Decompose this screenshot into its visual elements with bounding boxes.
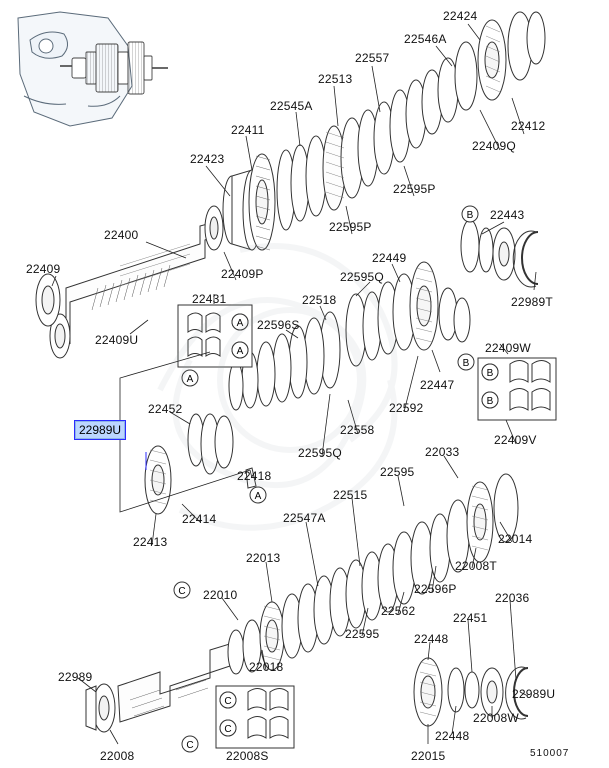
part-label-22013: 22013 — [246, 551, 281, 565]
part-label-22015: 22015 — [411, 749, 446, 763]
part-label-22518: 22518 — [302, 293, 337, 307]
svg-text:B: B — [486, 396, 494, 407]
svg-text:C: C — [224, 696, 232, 707]
svg-text:C: C — [178, 586, 186, 597]
part-label-22418: 22418 — [237, 469, 272, 483]
part-label-22513: 22513 — [318, 72, 353, 86]
svg-text:B: B — [466, 210, 474, 221]
part-label-22424: 22424 — [443, 9, 478, 23]
svg-text:C: C — [186, 740, 194, 751]
part-label-22423: 22423 — [190, 152, 225, 166]
part-label-22547A: 22547A — [283, 511, 326, 525]
highlighted-part-22989U[interactable]: 22989U — [74, 420, 126, 440]
part-label-22451: 22451 — [453, 611, 488, 625]
part-label-22558: 22558 — [340, 423, 375, 437]
part-label-22448-upper: 22448 — [414, 632, 449, 646]
part-label-22409P: 22409P — [221, 267, 264, 281]
part-label-22595P-lower: 22595P — [329, 220, 372, 234]
part-label-22008: 22008 — [100, 749, 135, 763]
part-label-22449: 22449 — [372, 251, 407, 265]
part-label-22595-low: 22595 — [345, 627, 380, 641]
svg-text:B: B — [486, 368, 494, 379]
svg-text:A: A — [186, 374, 194, 385]
part-label-22989: 22989 — [58, 670, 93, 684]
part-label-22400: 22400 — [104, 228, 139, 242]
part-label-22008T: 22008T — [455, 559, 497, 573]
svg-text:A: A — [236, 318, 244, 329]
part-label-22010: 22010 — [203, 588, 238, 602]
svg-text:A: A — [254, 491, 262, 502]
part-label-22595-mid: 22595 — [380, 465, 415, 479]
part-label-22447: 22447 — [420, 378, 455, 392]
part-label-22989T: 22989T — [511, 295, 553, 309]
part-label-22409W: 22409W — [485, 341, 531, 355]
part-label-22033: 22033 — [425, 445, 460, 459]
part-label-22989U-lower: 22989U — [512, 687, 556, 701]
part-label-22014: 22014 — [498, 532, 533, 546]
drawing-code: 510007 — [530, 748, 570, 759]
part-label-22036: 22036 — [495, 591, 530, 605]
part-label-22409: 22409 — [26, 262, 61, 276]
part-label-22596S: 22596S — [257, 318, 300, 332]
part-label-22592: 22592 — [389, 401, 424, 415]
part-label-22414: 22414 — [182, 512, 217, 526]
part-label-22546A: 22546A — [404, 32, 447, 46]
part-label-22545A: 22545A — [270, 99, 313, 113]
part-label-22409U: 22409U — [95, 333, 139, 347]
part-label-22443: 22443 — [490, 208, 525, 222]
part-label-22515: 22515 — [333, 488, 368, 502]
part-label-22413: 22413 — [133, 535, 168, 549]
part-label-22409V: 22409V — [494, 433, 537, 447]
part-label-22409Q: 22409Q — [472, 139, 516, 153]
part-label-22018: 22018 — [249, 660, 284, 674]
part-label-22557: 22557 — [355, 51, 390, 65]
part-label-22008W: 22008W — [473, 711, 519, 725]
part-label-22448-lower: 22448 — [435, 729, 470, 743]
part-label-22452: 22452 — [148, 402, 183, 416]
svg-text:C: C — [224, 724, 232, 735]
part-label-22596P: 22596P — [414, 582, 457, 596]
part-label-22431: 22431 — [192, 292, 227, 306]
svg-text:B: B — [462, 358, 470, 369]
part-label-22595Q-lower: 22595Q — [298, 446, 342, 460]
part-label-22595P-upper: 22595P — [393, 182, 436, 196]
part-label-22008S: 22008S — [226, 749, 269, 763]
part-label-22411: 22411 — [231, 123, 265, 137]
svg-text:A: A — [236, 346, 244, 357]
part-label-22562: 22562 — [381, 604, 416, 618]
part-label-22595Q-upper: 22595Q — [340, 270, 384, 284]
part-label-22412: 22412 — [511, 119, 546, 133]
